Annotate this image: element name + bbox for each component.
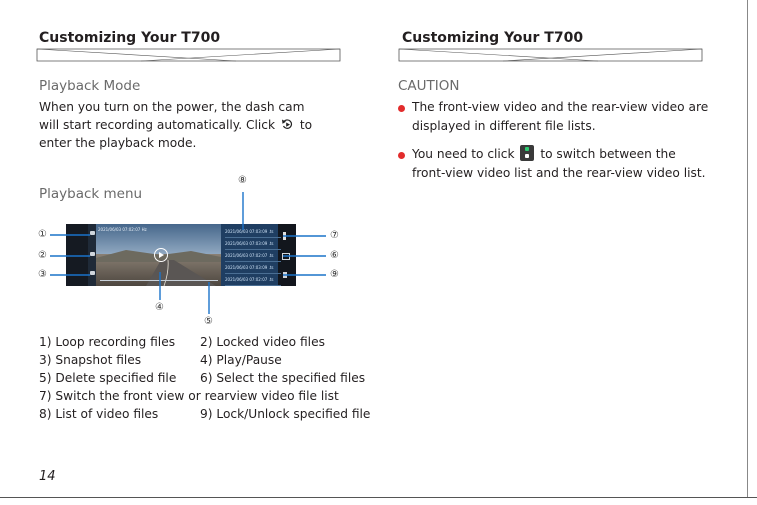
caution-bullet2-post: to switch between the	[540, 147, 676, 161]
caution-bullet2-line2: front-view video list and the rear-view video list.	[412, 166, 706, 180]
callout-5: ⑤	[204, 316, 213, 327]
right-title-rule	[398, 47, 703, 63]
right-page-edge	[747, 0, 748, 497]
callout-9: ⑨	[330, 269, 339, 280]
callout-3: ③	[38, 269, 47, 280]
caution-bullet1-line2: displayed in different file lists.	[412, 119, 596, 133]
bullet-dot-2	[398, 152, 405, 159]
legend-row-4: 7) Switch the front view or rearview video file list	[39, 389, 339, 403]
playback-mode-line1: When you turn on the power, the dash cam	[39, 100, 305, 114]
playback-mode-line2-pre: will start recording automatically. Click	[39, 118, 276, 132]
legend-row-5-a: 8) List of video files	[39, 407, 159, 421]
right-page-title: Customizing Your T700	[402, 30, 584, 46]
legend-row-3-a: 5) Delete specified file	[39, 371, 177, 385]
left-page-title: Customizing Your T700	[39, 30, 221, 46]
legend-row-5-b: 9) Lock/Unlock specified file	[200, 407, 371, 421]
callout-8: ⑧	[238, 175, 247, 186]
switch-view-icon	[520, 145, 534, 161]
playback-menu-heading: Playback menu	[39, 186, 143, 202]
screen-timestamp: 2021/06/03 07:02:07 Hz	[98, 227, 147, 232]
caution-bullet2-pre: You need to click	[412, 147, 515, 161]
caution-heading: CAUTION	[398, 78, 460, 94]
legend-row-1-a: 1) Loop recording files	[39, 335, 176, 349]
playback-mode-line2-post: to	[299, 118, 313, 132]
bottom-rule	[0, 497, 757, 498]
list-item[interactable]: 2021/06/03 07:03:09 .ts	[225, 238, 281, 250]
callout-6: ⑥	[330, 250, 339, 261]
list-item[interactable]: 2021/06/03 07:03:09 .ts	[225, 226, 281, 238]
list-item[interactable]: 2021/06/03 07:03:09 .ts	[225, 262, 281, 274]
caution-bullet1-line1: The front-view video and the rear-view video are	[412, 100, 709, 114]
list-item[interactable]: 2021/06/03 07:02:07 .ts	[225, 250, 281, 262]
page-number: 14	[39, 469, 56, 484]
callout-7: ⑦	[330, 230, 339, 241]
legend-row-3-b: 6) Select the specified files	[200, 371, 366, 385]
bullet-dot-1	[398, 105, 405, 112]
caution-bullet2-line1	[412, 145, 676, 163]
playback-mode-heading: Playback Mode	[39, 78, 141, 94]
legend-row-2-a: 3) Snapshot files	[39, 353, 142, 367]
playback-mode-line3: enter the playback mode.	[39, 136, 197, 150]
callout-2: ②	[38, 250, 47, 261]
legend-row-2-b: 4) Play/Pause	[200, 353, 282, 367]
callout-1: ①	[38, 229, 47, 240]
legend-row-1-b: 2) Locked video files	[200, 335, 325, 349]
callout-4: ④	[155, 302, 164, 313]
list-item[interactable]: 2021/06/03 07:02:07 .ts	[225, 274, 281, 286]
